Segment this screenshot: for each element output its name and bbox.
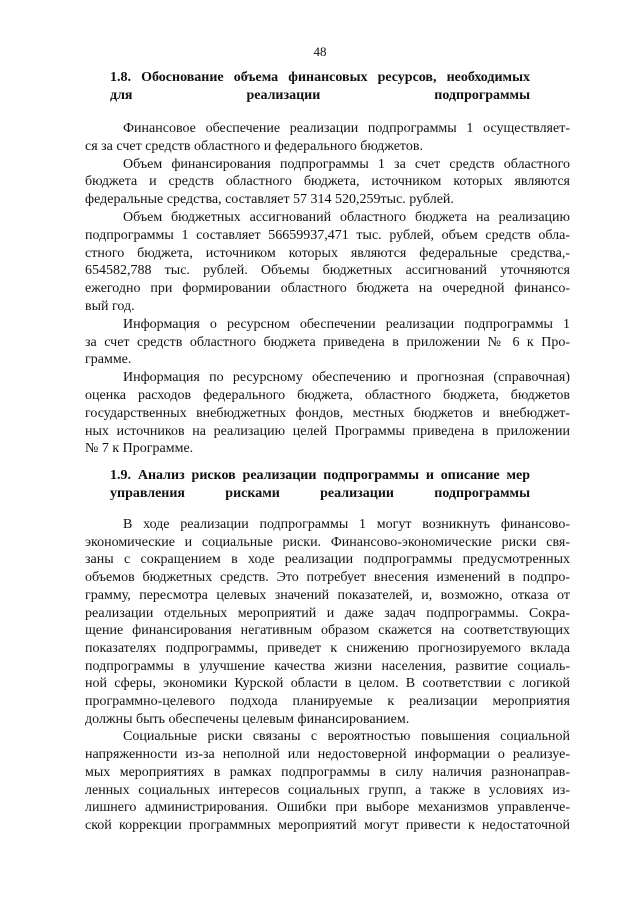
text-line: подпрограммы 1 составляет 56659937,471 тыс. рублей, объем средств обла- (85, 227, 570, 243)
section-1-9-body (85, 516, 570, 835)
heading-line: управления рисками реализации подпрограммы (110, 485, 530, 501)
text-line: за счет средств областного бюджета приведена в приложении № 6 к Про- (85, 334, 570, 350)
text-line: ных источников на реализацию целей Программы приведена в приложении (85, 423, 570, 439)
heading-line: 1.9. Анализ рисков реализации подпрограммы и описание мер (110, 468, 530, 483)
text-line: Информация о ресурсном обеспечении реализации подпрограммы 1 (123, 316, 570, 332)
text-line: экономические и социальные риски. Финансово-экономические риски свя- (85, 534, 570, 550)
section-1-8-body (85, 120, 570, 458)
text-line: лишнего администрирования. Ошибки при выборе механизмов управленче- (85, 800, 570, 816)
text-line: Объем бюджетных ассигнований областного бюджета на реализацию (123, 209, 570, 225)
text-line: Объем финансирования подпрограммы 1 за счет средств областного (123, 156, 570, 172)
page-number: 48 (313, 44, 327, 59)
text-line: вый год. (85, 298, 135, 314)
text-line: заны с сокращением в ходе реализации подпрограммы предусмотренных (85, 552, 570, 568)
text-line: Социальные риски связаны с вероятностью повышения социальной (123, 729, 570, 745)
heading-line: 1.8. Обоснование объема финансовых ресурсов, необходимых (110, 70, 530, 85)
text-line: подпрограммы в улучшение качества жизни населения, развитие социаль- (85, 658, 570, 674)
text-line: государственных внебюджетных фондов, местных бюджетов и внебюджет- (85, 405, 570, 421)
text-line: Информация по ресурсному обеспечению и прогнозная (справочная) (123, 370, 570, 386)
text-line: В ходе реализации подпрограммы 1 могут возникнуть финансово- (123, 517, 570, 532)
section-heading-1-9 (110, 467, 530, 502)
text-line: ся за счет средств областного и федерального бюджетов. (85, 138, 423, 154)
text-line: мых мероприятиях в рамках подпрограммы в силу наличия разнонаправ- (85, 764, 570, 780)
text-line: федеральные средства, составляет 57 314 520,259тыс. рублей. (85, 192, 454, 208)
section-heading-1-8 (110, 69, 530, 104)
text-line: показателях подпрограммы, приведет к снижению прогнозируемого вклада (85, 640, 570, 656)
text-line: грамме. (85, 352, 132, 368)
text-line: бюджета и средств областного бюджета, источником которых являются (85, 174, 570, 190)
text-line: должны быть обеспечены целевым финансированием. (85, 711, 410, 727)
text-line: ленных социальных интересов социальных групп, а также в условиях из- (85, 782, 570, 798)
text-line: грамму, пересмотра целевых значений показателей, и, возможно, отказа от (85, 587, 570, 603)
text-line: ной сферы, экономики Курской области в целом. В соответствии с логикой (85, 676, 570, 692)
text-line: щение финансирования негативным образом скажется на соответствующих (85, 623, 570, 639)
text-line: Финансовое обеспечение реализации подпрограммы 1 осуществляет- (123, 121, 570, 136)
text-line: стного бюджета, источником которых являются федеральные средства,- (85, 245, 570, 261)
text-line: оценка расходов федерального бюджета, областного бюджета, бюджетов (85, 387, 570, 403)
heading-line: для реализации подпрограммы (110, 87, 530, 103)
text-line: № 7 к Программе. (85, 441, 194, 457)
text-line: реализации отдельных мероприятий и даже задач подпрограммы. Сокра- (85, 605, 570, 621)
text-line: объемов бюджетных средств. Это потребует внесения изменений в подпро- (85, 570, 570, 586)
text-line: ежегодно при формировании областного бюджета на очередной финансо- (85, 281, 570, 297)
text-line: программно-целевого подхода планируемые к реализации мероприятия (85, 694, 570, 710)
text-line: 654582,788 тыс. рублей. Объемы бюджетных ассигнований уточняются (85, 263, 570, 279)
text-line: ской коррекции программных мероприятий могут привести к недостаточной (85, 817, 570, 833)
text-line: напряженности из-за неполной или недостоверной информации о реализуе- (85, 747, 570, 763)
